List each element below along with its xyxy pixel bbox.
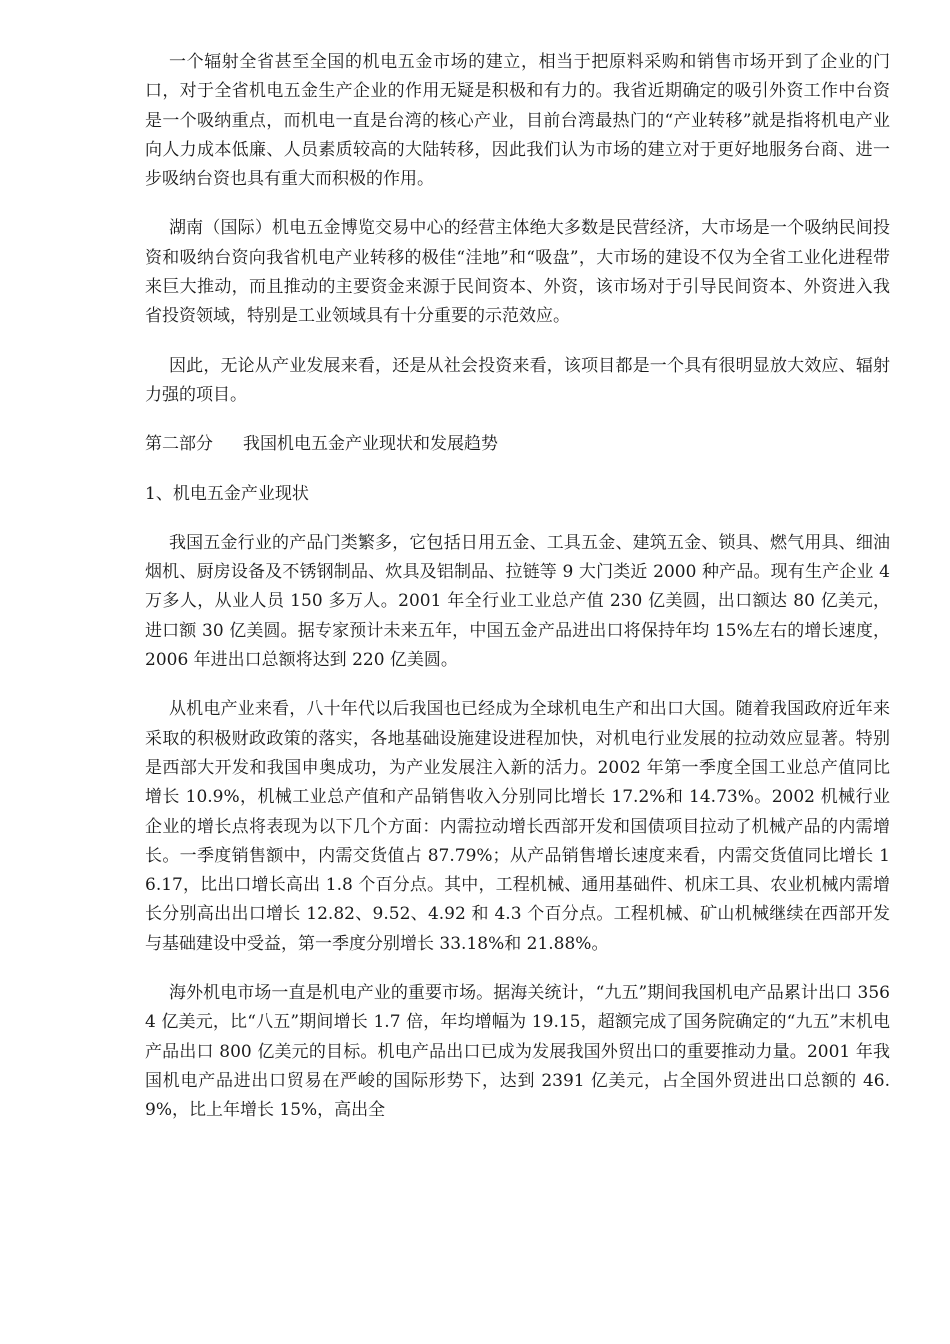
paragraph-electromechanical-industry: 从机电产业来看，八十年代以后我国也已经成为全球机电生产和出口大国。随着我国政府近年来采取的积极财政政策的落实，各地基础设施建设进程加快，对机电行业发展的拉动效应显著。特别是西部大开发和我国申奥成功，为产业发展注入新的活力。2002 年第一季度全国工业总产值同比增长 10.9%，机械工业总产值和产品销售收入分别同比增长 17.2%和 14.73%。2002 机械行业企业的增长点将表现为以下几个方面：内需拉动增长西部开发和国债项目拉动了机械产品的内需增长。一季度销售额中，内需交货值占 87.79%；从产品销售增长速度来看，内需交货值同比增长 16.17，比出口增长高出 1.8 个百分点。其中，工程机械、通用基础件、机床工具、农业机械内需增长分别高出出口增长 12.82、9.52、4.92 和 4.3 个百分点。工程机械、矿山机械继续在西部开发与基础建设中受益，第一季度分别增长 33.18%和 21.88%。 (145, 699, 890, 954)
section-heading: 1、机电五金产业现状 (145, 483, 309, 504)
document-page (145, 48, 890, 1146)
paragraph-investment-role: 湖南（国际）机电五金博览交易中心的经营主体绝大多数是民营经济，大市场是一个吸纳民间投资和吸纳台资向我省机电产业转移的极佳“洼地”和“吸盘”，大市场的建设不仅为全省工业化进程带来巨大推动，而且推动的主要资金来源于民间资本、外资，该市场对于引导民间资本、外资进入我省投资领域，特别是工业领域具有十分重要的示范效应。 (145, 218, 890, 327)
paragraph-conclusion: 因此，无论从产业发展来看，还是从社会投资来看，该项目都是一个具有很明显放大效应、辐射力强的项目。 (145, 355, 890, 405)
part-heading (145, 430, 890, 459)
paragraph-overseas-market: 海外机电市场一直是机电产业的重要市场。据海关统计，“九五”期间我国机电产品累计出口 3564 亿美元，比“八五”期间增长 1.7 倍，年均增幅为 19.15，超额完成了国务院确定的“九五”末机电产品出口 800 亿美元的目标。机电产品出口已成为发展我国外贸出口的重要推动力量。2001 年我国机电产品进出口贸易在严峻的国际形势下，达到 2391 亿美元，占全国外贸进出口总额的 46.9%，比上年增长 15%，高出全 (145, 983, 890, 1121)
paragraph-market-role: 一个辐射全省甚至全国的机电五金市场的建立，相当于把原料采购和销售市场开到了企业的门口，对于全省机电五金生产企业的作用无疑是积极和有力的。我省近期确定的吸引外资工作中台资是一个吸纳重点，而机电一直是台湾的核心产业，目前台湾最热门的“产业转移”就是指将机电产业向人力成本低廉、人员素质较高的大陆转移，因此我们认为市场的建立对于更好地服务台商、进一步吸纳台资也具有重大而积极的作用。 (145, 52, 890, 190)
part-heading-label: 第二部分 (145, 434, 213, 455)
paragraph-hardware-industry: 我国五金行业的产品门类繁多，它包括日用五金、工具五金、建筑五金、锁具、燃气用具、细油烟机、厨房设备及不锈钢制品、炊具及铝制品、拉链等 9 大门类近 2000 种产品。现有生产企业 4 万多人，从业人员 150 多万人。2001 年全行业工业总产值 230 亿美圆，出口额达 80 亿美元，进口额 30 亿美圆。据专家预计未来五年，中国五金产品进出口将保持年均 15%左右的增长速度，2006 年进出口总额将达到 220 亿美圆。 (145, 532, 890, 671)
part-heading-title: 我国机电五金产业现状和发展趋势 (243, 434, 498, 455)
